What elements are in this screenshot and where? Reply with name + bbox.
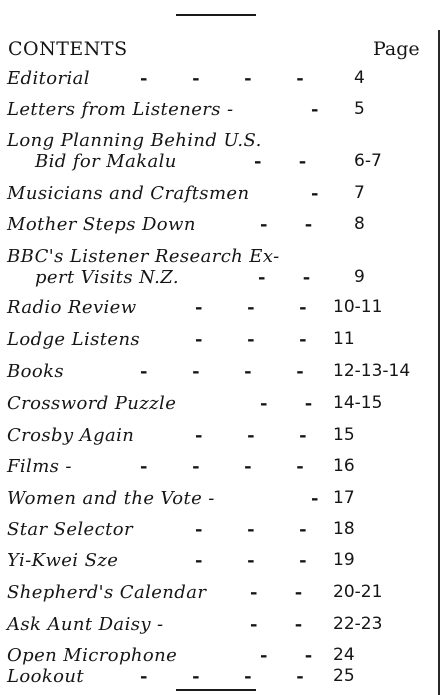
entry-title: Lookout [7,666,84,687]
leader-dashes: - - - [195,550,308,571]
entry-title-line2: Bid for Makalu [35,151,177,172]
entry-title: Films - [7,456,72,477]
entry-title: Women and the Vote - [7,488,215,509]
entry-page: 5 [354,99,365,119]
entry-title-line2: pert Visits N.Z. [35,267,179,288]
right-border [438,30,440,695]
entry-page: 19 [333,550,355,570]
entry-page: 9 [354,267,365,287]
entry-title-line1: BBC's Listener Research Ex- [7,246,280,267]
entry-page: 25 [333,666,355,686]
entry-page: 18 [333,519,355,539]
entry-page: 12-13-14 [333,361,411,381]
entry-page: 20-21 [333,582,383,602]
entry-page: 4 [354,68,365,88]
entry-page: 7 [354,183,365,203]
entry-page: 14-15 [333,393,383,413]
leader-dashes: - - [260,645,314,666]
entry-title-line1: Long Planning Behind U.S. [7,130,262,151]
leader-dashes: - - - [195,329,308,350]
entry-title: Musicians and Craftsmen [7,183,250,204]
leader-dashes: - - [260,214,314,235]
leader-dashes: - - - [195,297,308,318]
entry-page: 8 [354,214,365,234]
entry-title [7,130,262,172]
entry-title: Editorial [7,68,90,89]
entry-title [7,246,280,288]
leader-dashes: - - - - [140,68,305,89]
leader-dashes: - - - - [140,361,305,382]
entry-page: 17 [333,488,355,508]
entry-page: 11 [333,329,355,349]
entry-title: Crosby Again [7,425,135,446]
leader-dashes: - [311,183,320,204]
entry-title: Mother Steps Down [7,214,196,235]
leader-dashes: - - [250,582,304,603]
contents-header [0,38,446,64]
entry-title: Star Selector [7,519,133,540]
leader-dashes: - - [254,151,308,172]
leader-dashes: - - - - [140,666,305,687]
leader-dashes: - - - [195,519,308,540]
leader-dashes: - - - [195,425,308,446]
leader-dashes: - - [250,614,304,635]
entry-title: Ask Aunt Daisy - [7,614,164,635]
entry-page: 22-23 [333,614,383,634]
entry-title: Shepherd's Calendar [7,582,207,603]
top-rule [176,14,256,16]
entry-page: 15 [333,425,355,445]
entry-title: Letters from Listeners - [7,99,234,120]
entry-title: Yi-Kwei Sze [7,550,119,571]
leader-dashes: - - - - [140,456,305,477]
leader-dashes: - - [260,393,314,414]
entry-page: 16 [333,456,355,476]
page-column-label: Page [373,38,420,60]
entry-title: Books [7,361,65,382]
entry-page: 6-7 [354,151,382,171]
leader-dashes: - [311,488,320,509]
contents-title: CONTENTS [8,38,128,60]
entry-page: 24 [333,645,355,665]
leader-dashes: - - [258,267,312,288]
entry-page: 10-11 [333,297,383,317]
bottom-rule [176,689,256,691]
leader-dashes: - [311,99,320,120]
entry-title: Lodge Listens [7,329,141,350]
entry-title: Open Microphone [7,645,178,666]
entry-title: Radio Review [7,297,137,318]
entry-title: Crossword Puzzle [7,393,177,414]
